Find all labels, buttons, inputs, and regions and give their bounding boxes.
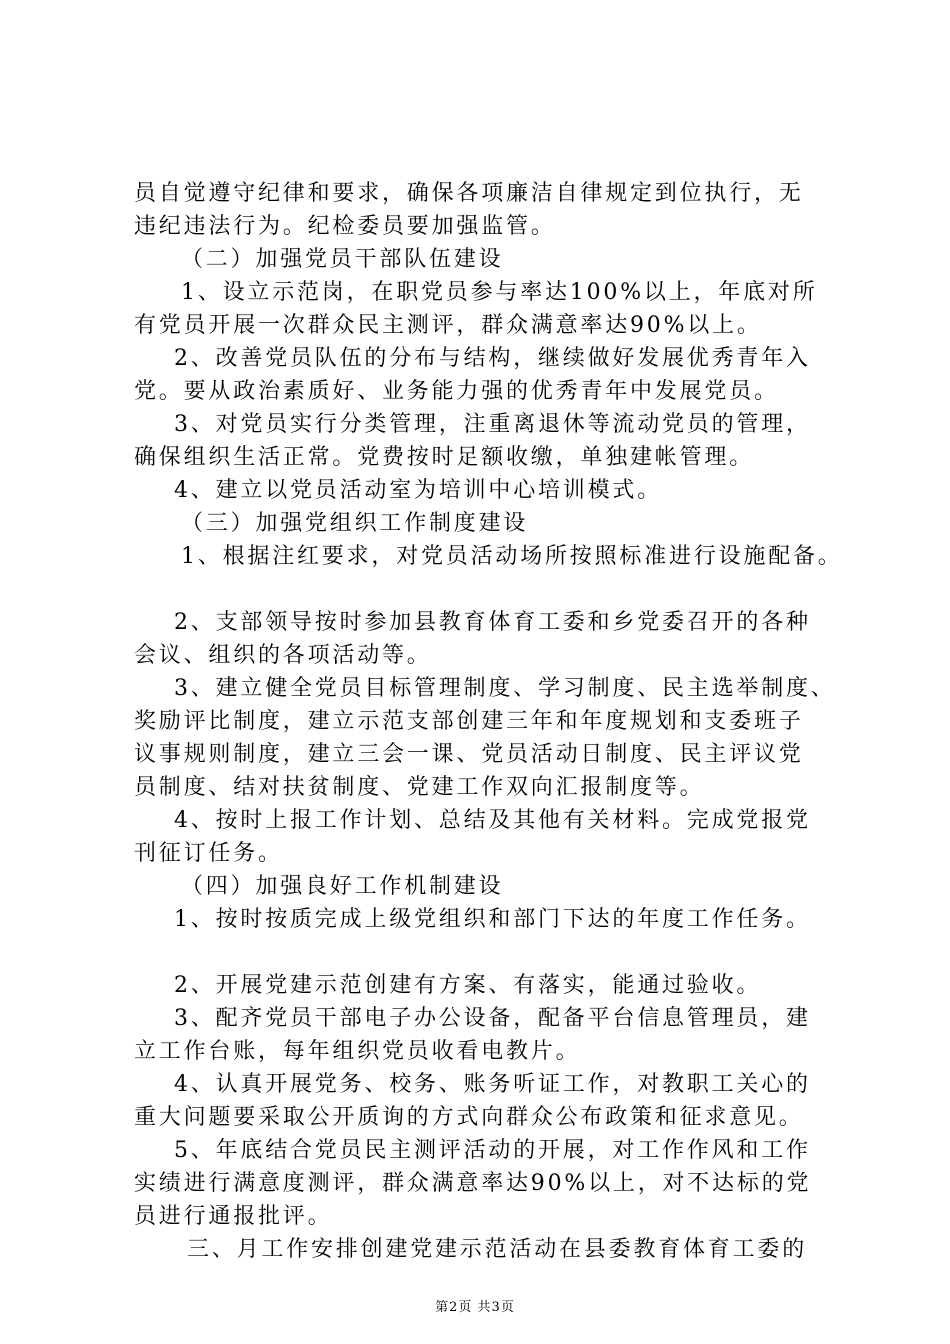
body-line: 1、根据注红要求，对党员活动场所按照标准进行设施配备。 [181,544,843,569]
body-line: 违纪违法行为。纪检委员要加强监管。 [134,214,556,239]
body-line: 4、建立以党员活动室为培训中心培训模式。 [174,478,662,503]
body-line: 4、按时上报工作计划、总结及其他有关材料。完成党报党 [174,808,811,833]
body-line: 2、支部领导按时参加县教育体育工委和乡党委召开的各种 [174,610,811,635]
body-line: 员自觉遵守纪律和要求，确保各项廉洁自律规定到位执行，无 [134,181,804,206]
body-line: 2、开展党建示范创建有方案、有落实，能通过验收。 [174,973,762,998]
body-line: 1、按时按质完成上级党组织和部门下达的年度工作任务。 [174,907,811,932]
body-line: 有党员开展一次群众民主测评，群众满意率达90%以上。 [134,313,762,338]
section-heading: （二）加强党员干部队伍建设 [181,247,504,272]
section-heading: （四）加强良好工作机制建设 [181,874,504,899]
body-line: 3、配齐党员干部电子办公设备，配备平台信息管理员，建 [174,1006,811,1031]
body-line: 立工作台账，每年组织党员收看电教片。 [134,1039,581,1064]
body-line: 三、月工作安排创建党建示范活动在县委教育体育工委的 [187,1237,808,1262]
body-line: 议事规则制度，建立三会一课、党员活动日制度、民主评议党 [134,742,804,767]
body-line: 5、年底结合党员民主测评活动的开展，对工作作风和工作 [174,1138,811,1163]
body-line: 重大问题要采取公开质询的方式向群众公布政策和征求意见。 [134,1105,804,1130]
body-line: 奖励评比制度，建立示范支部创建三年和年度规划和支委班子 [134,709,804,734]
body-line: 3、建立健全党员目标管理制度、学习制度、民主选举制度、 [174,676,836,701]
body-line: 党。要从政治素质好、业务能力强的优秀青年中发展党员。 [134,379,779,404]
body-line: 1、设立示范岗，在职党员参与率达100%以上，年底对所 [181,280,818,305]
body-line: 员制度、结对扶贫制度、党建工作双向汇报制度等。 [134,775,705,800]
body-line: 确保组织生活正常。党费按时足额收缴，单独建帐管理。 [134,445,755,470]
body-line: 4、认真开展党务、校务、账务听证工作，对教职工关心的 [174,1072,811,1097]
body-line: 会议、组织的各项活动等。 [134,643,432,668]
body-line: 员进行通报批评。 [134,1204,333,1229]
body-line: 刊征订任务。 [134,841,283,866]
section-heading: （三）加强党组织工作制度建设 [181,511,529,536]
body-line: 3、对党员实行分类管理，注重离退休等流动党员的管理， [174,412,811,437]
body-line: 2、改善党员队伍的分布与结构，继续做好发展优秀青年入 [174,346,811,371]
page-footer: 第2页 共3页 [435,1300,515,1315]
body-line: 实绩进行满意度测评，群众满意率达90%以上，对不达标的党 [134,1171,812,1196]
